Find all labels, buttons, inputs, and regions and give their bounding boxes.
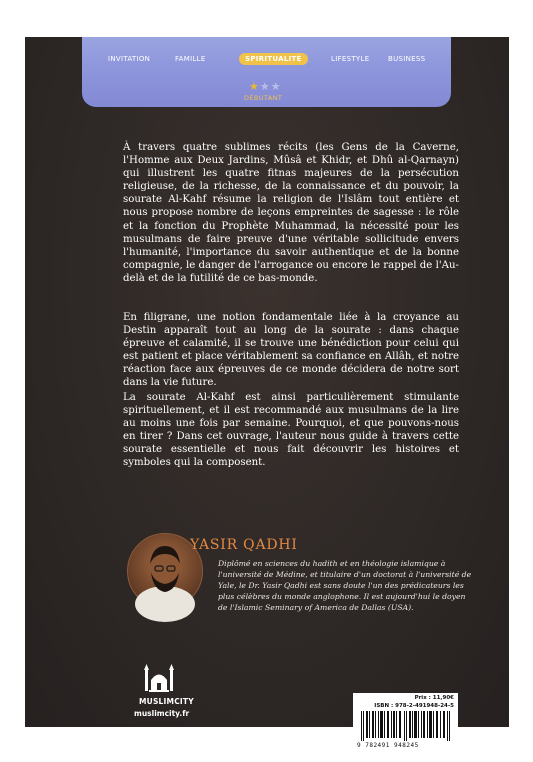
category-famille: FAMILLE [175,55,206,63]
category-invitation: INVITATION [108,55,151,63]
mosque-logo-icon [143,663,175,693]
author-bio: Diplômé en sciences du hadith et en théologie islamique à l'université de Médine, et titulaire d'un doctorat à l'université de Yale, le Dr. Yasir Qadhi est sans doute l'un des prédicateurs les plus célèbres du monde anglophone. Il est aujourd'hui le doyen de l'Islamic Seminary of America de Dallas (USA). [218,559,472,612]
difficulty-label: DÉBUTANT [244,94,283,102]
paragraph-recommendation: La sourate Al-Kahf est ainsi particulièrement stimulante spirituellement, et il est recommandé aux musulmans de la lire au moins une fois par semaine. Pourquoi, et que pouvons-nous en tirer ? Dans cet ouvrage, l'auteur nous guide à travers cette sourate essentielle et nous fait découvrir les histoires et symboles qui la composent. [123,392,459,469]
book-back-cover [25,37,509,749]
category-lifestyle: LIFESTYLE [331,55,370,63]
barcode-icon [361,711,451,741]
category-business: BUSINESS [388,55,426,63]
barcode-digits: 9 782491 948245 [357,742,419,749]
isbn-label: ISBN : 978-2-491948-24-5 [374,703,454,709]
paragraph-destiny: En filigrane, une notion fondamentale liée à la croyance au Destin apparaît tout au long de la sourate : dans chaque épreuve et calamité, il se trouve une bénédiction pour celui qui est patient et place véritablement sa confiance en Allâh, et notre réaction face aux épreuves de ce monde décidera de notre sort dans la vie future. [123,312,459,389]
publisher-url: muslimcity.fr [134,709,190,718]
price-label: Prix : 11,90€ [414,695,454,701]
star-filled-icon: ★ [249,80,260,93]
barcode-panel [353,693,458,752]
category-banner [82,37,451,107]
star-empty-icon: ★ [270,80,282,93]
category-spiritualite-active: SPIRITUALITÉ [239,53,308,65]
difficulty-rating [249,80,282,93]
author-name: YASIR QADHI [190,537,298,553]
paragraph-summary: À travers quatre sublimes récits (les Gens de la Caverne, l'Homme aux Deux Jardins, Mûsâ et Khidr, et Dhû al-Qarnayn) qui illustrent les quatre fitnas majeures de la persécution religieuse, de la richesse, de la connaissance et du pouvoir, la sourate Al-Kahf résume la religion de l'Islâm tout entière et nous propose nombre de leçons empreintes de sagesse : le rôle et la fonction du Prophète Muhammad, la nécessité pour les musulmans de faire preuve d'une véritable sollicitude envers l'humanité, l'importance du savoir authentique et de la bonne compagnie, le danger de l'arrogance ou encore le rappel de l'Au-delà et de la futilité de ce bas-monde. [123,142,459,284]
category-nav [82,55,451,69]
publisher-name: MUSLIMCITY [139,697,194,706]
star-empty-icon: ★ [259,80,271,93]
